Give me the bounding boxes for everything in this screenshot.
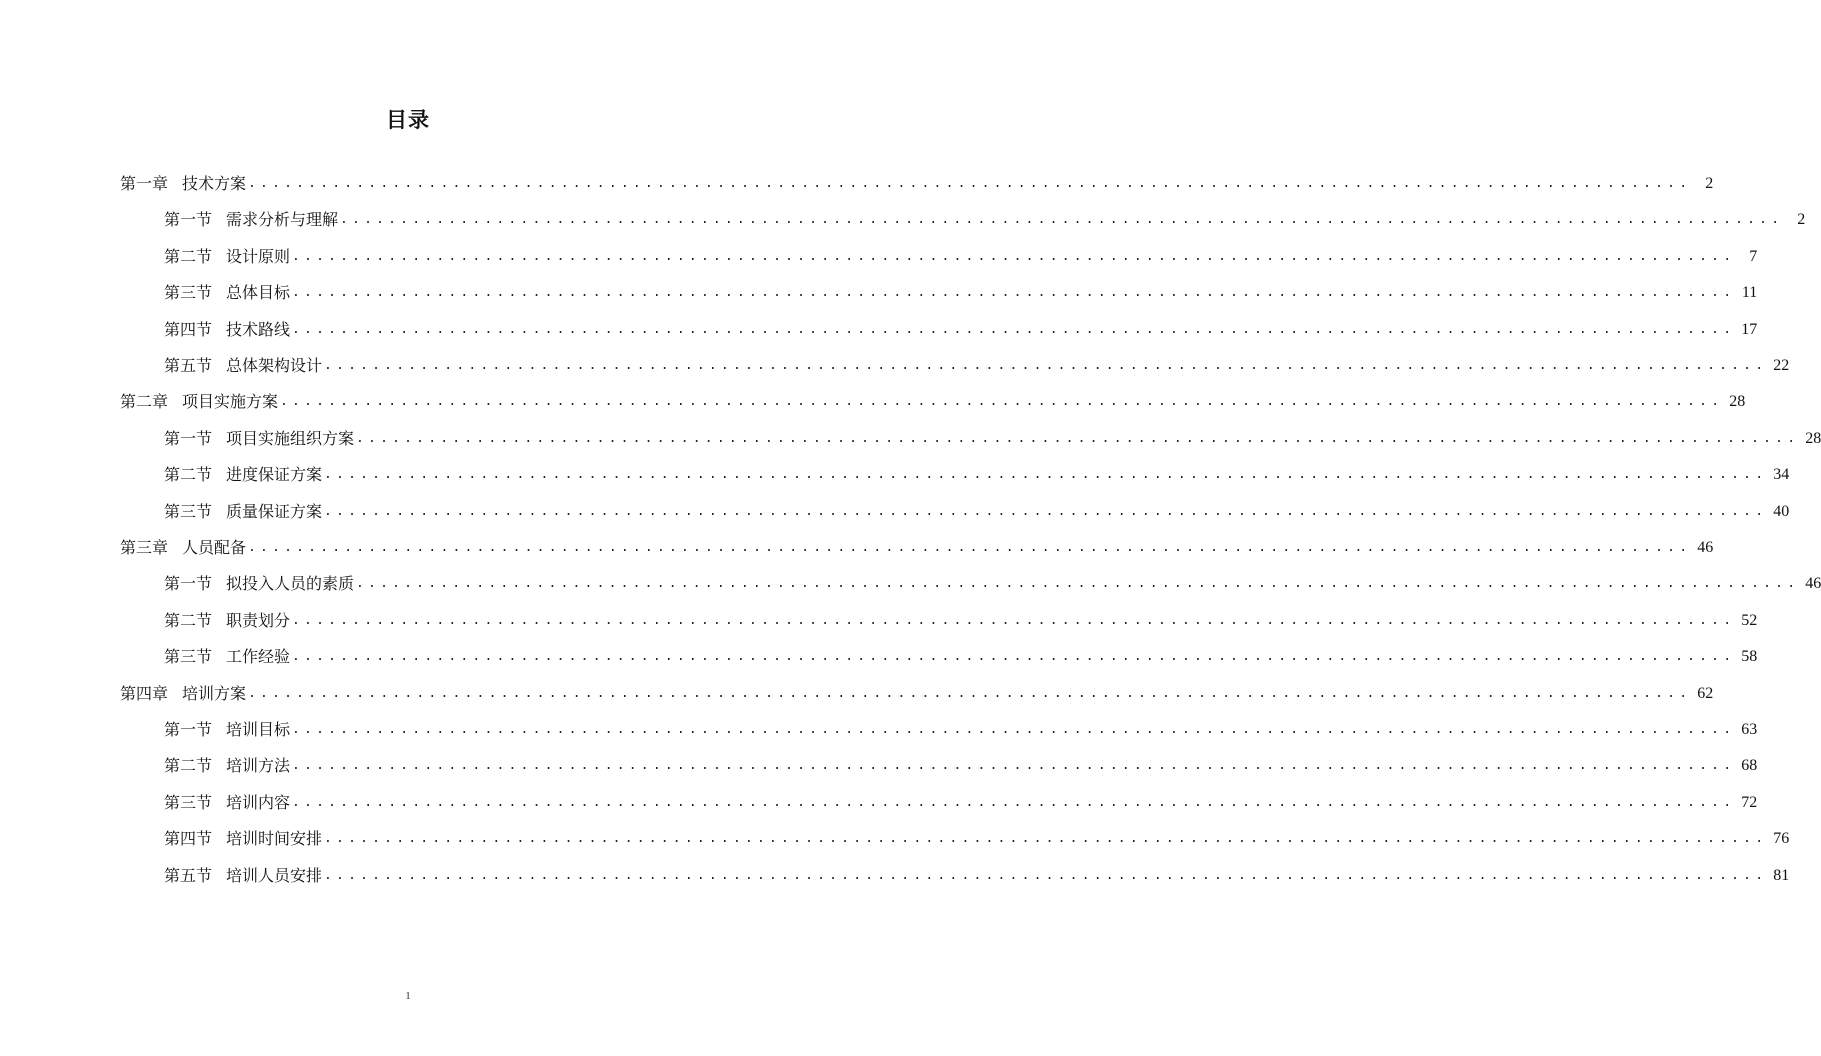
toc-entry-title: 项目实施组织方案 — [226, 428, 355, 448]
toc-entry-page-number: 28 — [1729, 393, 1746, 411]
toc-entry-page-number: 68 — [1741, 757, 1758, 775]
toc-heading: 目录 — [386, 107, 430, 132]
toc-entry-number: 第一章 — [120, 174, 169, 193]
toc-entry-number: 第五节 — [164, 865, 213, 885]
toc-entry-title: 工作经验 — [226, 647, 291, 667]
toc-entry-section[interactable] — [164, 427, 1821, 451]
toc-entry-page-number: 11 — [1741, 284, 1758, 302]
toc-entry-title: 质量保证方案 — [226, 501, 323, 521]
toc-entry-number: 第一节 — [164, 720, 213, 739]
toc-entry-title: 培训方法 — [226, 756, 291, 776]
toc-entry-section[interactable] — [164, 354, 1790, 378]
toc-dot-leader: ........................................................................................................................ — [324, 467, 1768, 483]
toc-entry-number: 第三节 — [164, 283, 213, 303]
toc-entry-title: 培训目标 — [226, 720, 291, 739]
toc-dot-leader: ........................................................................................................................ — [292, 722, 1736, 737]
toc-entry-number: 第四章 — [120, 683, 169, 703]
toc-entry-number: 第三节 — [164, 792, 213, 812]
toc-entry-number: 第二章 — [120, 392, 169, 412]
toc-entry-section[interactable] — [164, 281, 1758, 305]
toc-entry-page-number: 46 — [1805, 575, 1821, 593]
toc-dot-leader: ........................................................................................................................ — [356, 576, 1800, 592]
toc-entry-section[interactable] — [164, 791, 1758, 815]
toc-entry-number: 第一节 — [164, 428, 213, 448]
toc-entry-page-number: 81 — [1773, 866, 1790, 884]
toc-entry-section[interactable] — [164, 718, 1758, 742]
toc-entry-page-number: 34 — [1773, 466, 1790, 484]
toc-entry-chapter[interactable] — [120, 682, 1714, 706]
toc-entry-section[interactable] — [164, 572, 1821, 596]
toc-entry-page-number: 2 — [1797, 211, 1806, 229]
toc-entry-section[interactable] — [164, 208, 1806, 232]
toc-dot-leader: ........................................................................................................................ — [292, 321, 1736, 337]
toc-entry-number: 第三章 — [120, 538, 169, 557]
toc-entry-section[interactable] — [164, 827, 1790, 851]
toc-dot-leader: ........................................................................................................................ — [324, 831, 1768, 847]
toc-entry-page-number: 17 — [1741, 320, 1758, 338]
toc-entry-title: 培训时间安排 — [226, 829, 323, 849]
toc-dot-leader: ........................................................................................................................ — [280, 394, 1724, 410]
toc-entry-number: 第二节 — [164, 246, 213, 266]
toc-entry-page-number: 76 — [1773, 830, 1790, 848]
toc-dot-leader: ........................................................................................................................ — [324, 358, 1768, 373]
toc-dot-leader: ........................................................................................................................ — [292, 794, 1736, 810]
toc-entry-title: 项目实施方案 — [182, 392, 279, 412]
toc-entry-chapter[interactable] — [120, 536, 1714, 560]
toc-entry-title: 职责划分 — [226, 610, 291, 630]
toc-entry-chapter[interactable] — [120, 172, 1714, 196]
toc-entry-section[interactable] — [164, 864, 1790, 888]
toc-entry-page-number: 72 — [1741, 793, 1758, 811]
toc-entry-number: 第一节 — [164, 210, 213, 230]
toc-dot-leader: ........................................................................................................................ — [248, 540, 1692, 555]
toc-dot-leader: ........................................................................................................................ — [248, 176, 1692, 191]
toc-entry-section[interactable] — [164, 609, 1758, 633]
toc-entry-title: 设计原则 — [226, 246, 291, 266]
toc-entry-title: 培训方案 — [182, 683, 247, 703]
toc-dot-leader: ........................................................................................................................ — [248, 685, 1692, 701]
toc-entry-title: 需求分析与理解 — [226, 210, 339, 230]
toc-entry-number: 第四节 — [164, 319, 213, 339]
toc-entry-page-number: 52 — [1741, 611, 1758, 629]
toc-entry-page-number: 2 — [1705, 175, 1714, 192]
toc-entry-number: 第五节 — [164, 356, 213, 375]
toc-entry-title: 技术方案 — [182, 174, 247, 193]
toc-entry-number: 第三节 — [164, 501, 213, 521]
toc-entry-number: 第四节 — [164, 829, 213, 849]
toc-entry-title: 培训内容 — [226, 792, 291, 812]
toc-entry-section[interactable] — [164, 245, 1758, 269]
toc-entry-section[interactable] — [164, 318, 1758, 342]
toc-dot-leader: ........................................................................................................................ — [324, 503, 1768, 519]
toc-entry-page-number: 40 — [1773, 502, 1790, 520]
toc-entry-number: 第二节 — [164, 610, 213, 630]
toc-entry-chapter[interactable] — [120, 390, 1746, 414]
toc-entry-section[interactable] — [164, 754, 1758, 778]
toc-dot-leader: ........................................................................................................................ — [292, 248, 1736, 264]
toc-entry-title: 总体架构设计 — [226, 356, 323, 375]
toc-dot-leader: ........................................................................................................................ — [292, 612, 1736, 628]
toc-entry-page-number: 58 — [1741, 648, 1758, 666]
toc-dot-leader: ........................................................................................................................ — [292, 285, 1736, 301]
toc-entry-title: 总体目标 — [226, 283, 291, 303]
toc-entry-section[interactable] — [164, 463, 1790, 487]
toc-entry-title: 人员配备 — [182, 538, 247, 557]
toc-entry-title: 进度保证方案 — [226, 465, 323, 485]
toc-entry-page-number: 22 — [1773, 357, 1790, 374]
toc-dot-leader: ........................................................................................................................ — [292, 758, 1736, 774]
toc-entry-page-number: 62 — [1697, 684, 1714, 702]
toc-entry-page-number: 46 — [1697, 539, 1714, 556]
toc-dot-leader: ........................................................................................................................ — [340, 212, 1784, 228]
toc-entry-number: 第二节 — [164, 465, 213, 485]
page-number: 1 — [405, 990, 411, 1002]
toc-entry-number: 第二节 — [164, 756, 213, 776]
toc-entry-title: 技术路线 — [226, 319, 291, 339]
toc-dot-leader: ........................................................................................................................ — [356, 430, 1800, 446]
toc-entry-section[interactable] — [164, 500, 1790, 524]
toc-entry-title: 拟投入人员的素质 — [226, 574, 355, 594]
toc-entry-number: 第一节 — [164, 574, 213, 594]
toc-entry-page-number: 7 — [1749, 247, 1758, 265]
toc-dot-leader: ........................................................................................................................ — [324, 867, 1768, 883]
toc-dot-leader: ........................................................................................................................ — [292, 649, 1736, 665]
toc-entry-title: 培训人员安排 — [226, 865, 323, 885]
toc-entry-page-number: 63 — [1741, 721, 1758, 738]
toc-entry-section[interactable] — [164, 645, 1758, 669]
toc-entry-number: 第三节 — [164, 647, 213, 667]
toc-entry-page-number: 28 — [1805, 429, 1821, 447]
